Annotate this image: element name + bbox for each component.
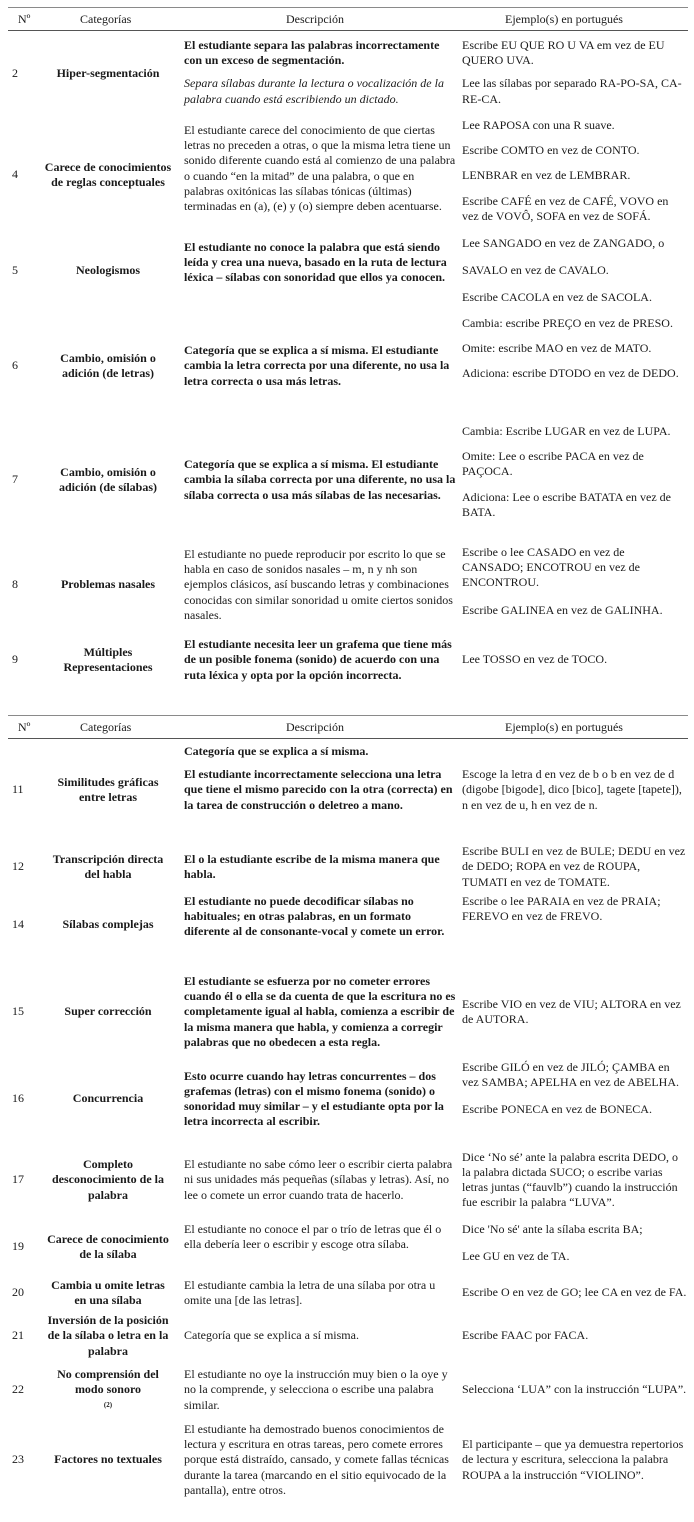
row-category: Inversión de la posición de la sílaba o letra en la palabra [47,1313,169,1358]
row-description: El estudiante separa las palabras incorrectamente con un exceso de segmentación. Separa sílabas durante la lectura o vocalización de la palabra cuando está escribiendo un dictado. [184,38,444,106]
row-num: 12 [12,859,24,874]
table-row [8,118,688,232]
table-row [8,236,688,318]
table-row [8,38,688,110]
table-row [8,1060,688,1138]
row-examples: Escribe VIO en vez de VIU; ALTORA en vez de AUTORA. [462,996,681,1026]
header-categorias: Categorías [80,12,132,26]
table-row [8,628,688,692]
row-num: 7 [12,472,18,487]
row-examples: El participante – que ya demuestra repertorios de lectura y escritura, selecciona la palabra ROUPA a la instrucción “VIOLINO”. [462,1437,684,1482]
row-examples: Escoge la letra d en vez de b o b en vez de d (digobe [bigode], dico [bico], tagete [tapete]), n en vez de u, h en vez de n. [462,767,682,812]
header-descripcion: Descripción [286,12,344,26]
row-num: 15 [12,1004,24,1019]
row-category: No comprensión del modo sonoro (2) [44,1366,172,1414]
header-ejemplos: Ejemplo(s) en portugués [505,12,623,26]
row-examples: Cambia: Escribe LUGAR en vez de LUPA. Omite: Lee o escribe PACA en vez de PAÇOCA. Adiciona: Lee o escribe BATATA en vez de BATA. [462,424,672,519]
row-description: Categoría que se explica a sí misma. El estudiante cambia la sílaba correcta por una diferente, no usa la sílaba correcta o usa más sílabas de las necesarias. [184,457,456,502]
row-num: 2 [12,66,18,81]
row-description: El estudiante no puede decodificar sílabas no habituales; en otras palabras, en un formato diferente al de consonante-vocal y comete un error. [184,894,445,939]
table-row [8,1276,688,1310]
row-examples: Escribe EU QUE RO U VA em vez de EU QUERO UVA. Lee las sílabas por separado RA-PO-SA, CA-RE-CA. [462,38,682,106]
row-examples: Cambia: escribe PREÇO en vez de PRESO. Omite: escribe MAO en vez de MATO. Adiciona: escribe DTODO en vez de DEDO. [462,316,679,381]
row-examples: Lee TOSSO en vez de TOCO. [462,652,608,667]
row-category: Factores no textuales [54,1452,162,1467]
row-examples: Escribe O en vez de GO; lee CA en vez de FA. [462,1285,687,1300]
row-description: Categoría que se explica a sí misma. [184,1328,359,1343]
row-category: Hiper-segmentación [56,66,160,81]
row-category: Transcripción directa del habla [52,851,164,881]
table-row [8,316,688,416]
row-description: El estudiante necesita leer un grafema que tiene más de un posible fonema (sonido) de acuerdo con una ruta léxica y opta por la opción incorrecta. [184,637,452,682]
header-num: Nº [18,12,31,26]
row-examples: Selecciona ‘LUA” con la instrucción “LUPA”. [462,1382,687,1397]
row-num: 14 [12,917,24,932]
row-num: 21 [12,1328,24,1343]
row-category: Super corrección [64,1004,152,1019]
row-num: 6 [12,358,18,373]
row-description: El estudiante no oye la instrucción muy bien o la oye y no la comprende, y selecciona o escribe una palabra similar. [184,1367,448,1412]
row-description: El estudiante cambia la letra de una sílaba por otra u omite una [de las letras]. [184,1277,436,1307]
row-description: Categoría que se explica a sí misma. El estudiante incorrectamente selecciona una letra que tiene el mismo parecido con la otra (correcta) en la tarea de construcción o deletreo a mano. [184,744,453,812]
row-description: Categoría que se explica a sí misma. El estudiante cambia la letra correcta por una diferente, no usa la letra correcta o usa más letras. [184,343,450,388]
row-num: 19 [12,1239,24,1254]
table-row [8,894,688,956]
row-num: 5 [12,263,18,278]
row-description: El estudiante carece del conocimiento de que ciertas letras no preceden a otras, o que la misma letra tiene un sonido diferente cuando está al comienzo de una palabra o cuando “en la mitad” de una palabra, o que en palabras oxitónicas las sílabas tónicas (últimas) terminadas en (a), (e) y (o) siempre deben acentuarse. [184,123,456,214]
table-row [8,1366,688,1414]
table-row [8,545,688,625]
row-category: Carece de conocimiento de la sílaba [47,1231,169,1261]
row-num: 16 [12,1091,24,1106]
row-num: 11 [12,782,24,797]
header-categorias: Categorías [80,720,132,734]
row-num: 17 [12,1172,24,1187]
row-num: 22 [12,1382,24,1397]
row-examples: Dice ‘No sé’ ante la palabra escrita DEDO, o la palabra dictada SUCO; o escribe varias letras juntas (“fauvlb”) cuando la instrucción fue escribir la palabra “LUVA”. [462,1149,679,1210]
row-examples: Escribe GILÓ en vez de JILÓ; ÇAMBA en vez SAMBA; APELHA en vez de ABELHA. Escribe PONECA en vez de BONECA. [462,1060,679,1117]
row-num: 4 [12,167,18,182]
table-row [8,1222,688,1272]
row-description: El estudiante no puede reproducir por escrito lo que se habla en caso de sonidos nasales – m, n y nh son ejemplos clásicos, así buscando letras y combinaciones conocidas con similar sonoridad u omite ciertos sonidos nasales. [184,546,453,622]
table-row [8,967,688,1057]
row-category: Similitudes gráficas entre letras [57,774,159,804]
row-category: Completo desconocimiento de la palabra [52,1157,164,1202]
table-header [8,715,688,739]
table-row [8,1420,688,1500]
row-category: Cambio, omisión o adición (de letras) [60,350,156,380]
row-examples: Escribe o lee CASADO en vez de CANSADO; ENCOTROU en vez de ENCONTROU. Escribe GALINEA en vez de GALINHA. [462,545,663,617]
row-examples: Lee SANGADO en vez de ZANGADO, o SAVALO en vez de CAVALO. Escribe CACOLA en vez de SACOLA. [462,236,665,305]
row-description: El estudiante no conoce la palabra que está siendo leída y crea una nueva, basado en la ruta de lectura léxica – sílabas con sonoridad que ellos ya conocen. [184,240,447,285]
row-category: Sílabas complejas [62,917,154,932]
row-description: El estudiante no conoce el par o trío de letras que él o ella debería leer o escribir y escoge otra sílaba. [184,1222,442,1252]
row-examples: Escribe o lee PARAIA en vez de PRAIA; FEREVO en vez de FREVO. [462,894,661,924]
header-num: Nº [18,720,31,734]
footnote-marker: (2) [103,1400,113,1409]
row-category: Problemas nasales [60,577,156,592]
row-examples: Lee RAPOSA con una R suave. Escribe COMTO en vez de CONTO. LENBRAR en vez de LEMBRAR. Escribe CAFÉ en vez de CAFÉ, VOVO en vez de VOVÔ, SOFA en vez de SOFÁ. [462,118,669,223]
row-category: Múltiples Representaciones [63,644,153,674]
table-row [8,1312,688,1360]
row-category: Cambio, omisión o adición (de sílabas) [58,464,157,494]
header-ejemplos: Ejemplo(s) en portugués [505,720,623,734]
row-description: El estudiante no sabe cómo leer o escribir cierta palabra ni sus unidades más pequeñas (sílabas y letras). Así, no lee o comete un error cuando trata de hacerlo. [184,1157,453,1202]
row-num: 9 [12,652,18,667]
row-category: Cambia u omite letras en una sílaba [51,1277,165,1307]
table-header [8,7,688,31]
row-num: 8 [12,577,18,592]
row-category: Neologismos [76,263,140,278]
row-examples: Escribe FAAC por FACA. [462,1328,589,1343]
row-description: El estudiante ha demostrado buenos conocimientos de lectura y escritura en otras tareas, pero comete errores porque está distraído, cansado, y comete fallas técnicas durante la tarea (marcando en el sitio equivocado de la pantalla), entre otros. [184,1421,449,1497]
table-row [8,844,688,890]
table-row [8,424,688,536]
row-description: Esto ocurre cuando hay letras concurrentes – dos grafemas (letras) con el mismo fonema (sonido) o sonoridad muy similar – y el estudiante opta por la letra incorrecta al escribir. [184,1068,444,1129]
table-row [8,744,688,836]
row-description: El o la estudiante escribe de la misma manera que habla. [184,851,440,881]
row-examples: Dice 'No sé' ante la sílaba escrita BA; Lee GU en vez de TA. [462,1222,643,1264]
row-category: Concurrencia [72,1091,144,1106]
table-row [8,1140,688,1220]
row-description: El estudiante se esfuerza por no cometer errores cuando él o ella se da cuenta de que la escritura no es completamente igual al habla, comienza a escribir de la misma manera que habla, y comienza a corregir palabras que no obedecen a esta regla. [184,973,456,1049]
header-descripcion: Descripción [286,720,344,734]
row-category: Carece de conocimientos de reglas conceptuales [44,159,172,189]
row-num: 20 [12,1285,24,1300]
row-num: 23 [12,1452,24,1467]
row-examples: Escribe BULI en vez de BULE; DEDU en vez de DEDO; ROPA en vez de ROUPA, TUMATI en vez de TOMATE. [462,844,686,889]
